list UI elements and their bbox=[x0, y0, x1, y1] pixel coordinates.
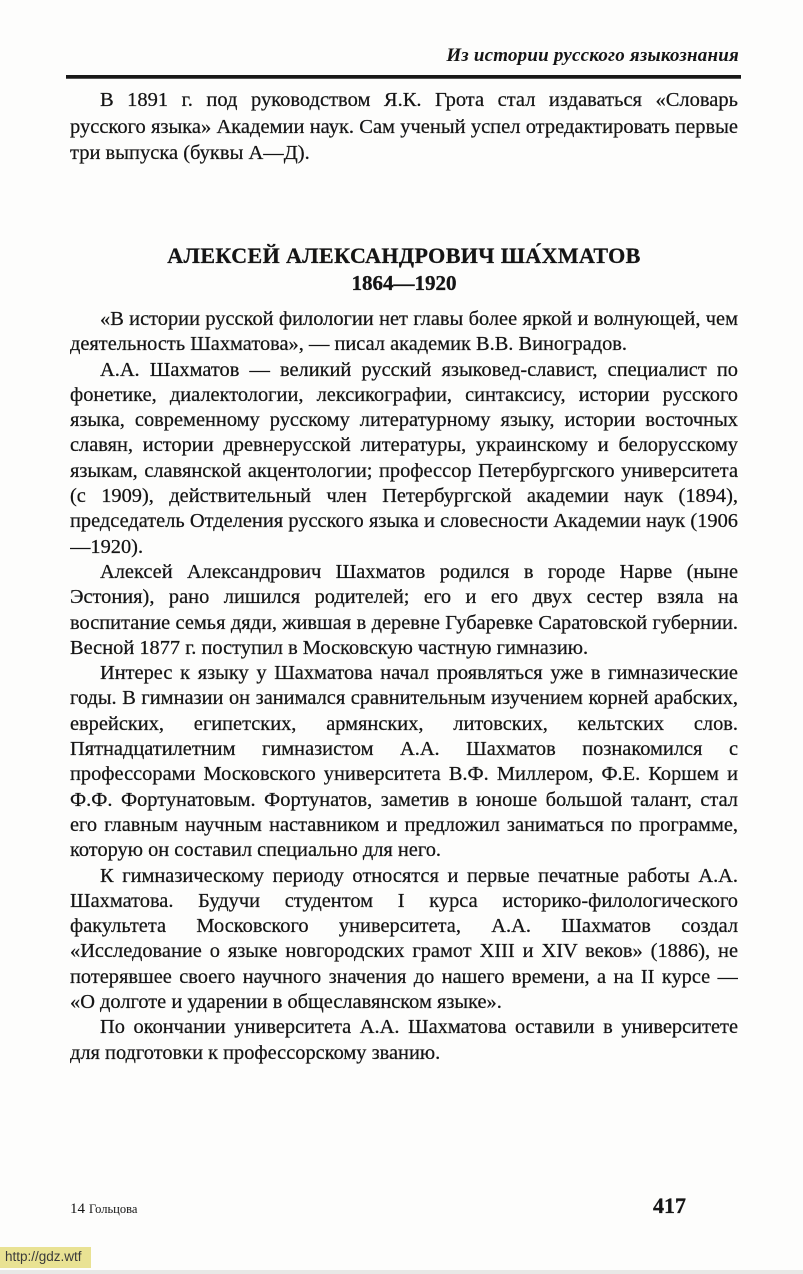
section-years: 1864—1920 bbox=[351, 271, 457, 295]
header-rule bbox=[66, 75, 741, 79]
body-paragraph: Интерес к языку у Шахматова начал проявляться уже в гимназические годы. В гимназии он занимался сравнительным изучением корней арабских, еврейских, египетских, армянских, литовских, кельтских слов. Пятнадцатилетним гимназистом А.А. Шахматов познакомился с профессорами Московского университета В.Ф. Миллером, Ф.Е. Коршем и Ф.Ф. Фортунатовым. Фортунатов, заметив в юноше большой талант, стал его главным научным наставником и предложил заниматься по программе, которую он составил специально для него. bbox=[70, 662, 738, 862]
body-paragraph: А.А. Шахматов — великий русский языковед-славист, специалист по фонетике, диалектологии, лексикографии, синтаксису, истории русского языка, современному русскому литературному языку, истории восточных славян, истории древнерусской литературы, украинскому и белорусскому языкам, славянской акцентологии; профессор Петербургского университета (с 1909), действительный член Петербургской академии наук (1894), председатель Отделения русского языка и словесности Академии наук (1906—1920). bbox=[70, 358, 738, 558]
section-title: АЛЕКСЕЙ АЛЕКСАНДРОВИЧ ША́ХМАТОВ bbox=[167, 243, 641, 268]
scan-edge bbox=[0, 1270, 803, 1274]
watermark-url: http://gdz.wtf bbox=[0, 1247, 91, 1268]
printers-signature bbox=[70, 1200, 137, 1218]
body-text bbox=[70, 307, 738, 1066]
running-head: Из истории русского языкознания bbox=[446, 45, 739, 66]
section-heading bbox=[70, 241, 738, 296]
body-paragraph: Алексей Александрович Шахматов родился в городе Нарве (ныне Эстония), рано лишился родителей; его и его двух сестер взяла на воспитание семья дяди, жившая в деревне Губаревке Саратовской губернии. Весной 1877 г. поступил в Московскую частную гимназию. bbox=[70, 560, 738, 659]
intro-paragraph: В 1891 г. под руководством Я.К. Грота стал издаваться «Словарь русского языка» Академии наук. Сам ученый успел отредактировать первые три выпуска (буквы А—Д). bbox=[70, 89, 738, 164]
body-paragraph: «В истории русской филологии нет главы более яркой и волнующей, чем деятельность Шахматова», — писал академик В.В. Виноградов. bbox=[70, 308, 738, 356]
signature-name: Гольцова bbox=[89, 1202, 138, 1216]
signature-number: 14 bbox=[70, 1201, 85, 1217]
body-paragraph: По окончании университета А.А. Шахматова оставили в университете для подготовки к профессорскому званию. bbox=[70, 1016, 738, 1064]
page-number: 417 bbox=[653, 1193, 686, 1218]
body-paragraph: К гимназическому периоду относятся и первые печатные работы А.А. Шахматова. Будучи студентом I курса историко-филологического факультета Московского университета, А.А. Шахматов создал «Исследование о языке новгородских грамот XIII и XIV веков» (1886), не потерявшее своего научного значения до нашего времени, а на II курсе — «О долготе и ударении в общеславянском языке». bbox=[70, 864, 738, 1014]
